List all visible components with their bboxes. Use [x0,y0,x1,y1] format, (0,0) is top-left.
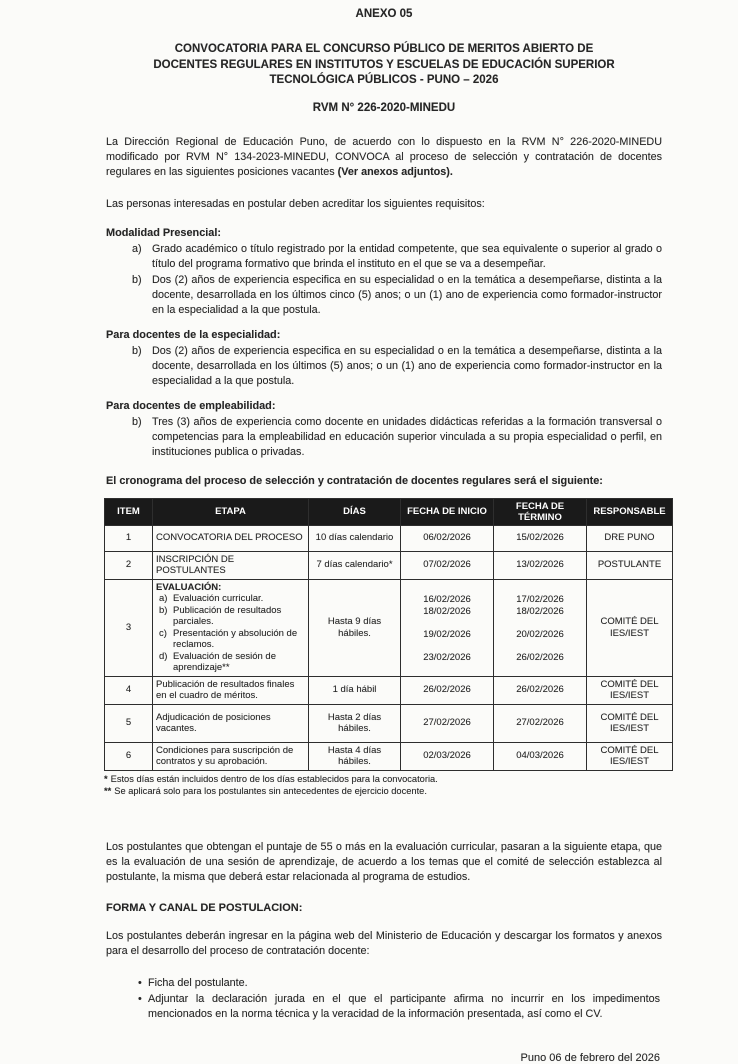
cell-etapa: Publicación de resultados finales en el cuadro de méritos. [153,676,309,704]
cell-fecha-termino-list [494,579,587,676]
item-text: Tres (3) años de experiencia como docente en unidades didácticas referidas a la formación transversal o competencias para la empleabilidad en educación superior vinculada a su propia especialidad o perfil, en instituciones publica o privadas. [152,415,662,458]
table-row [105,742,673,770]
intro-paragraph-bold: (Ver anexos adjuntos). [337,165,453,178]
cell-item: 5 [105,704,153,742]
inicio-date: 16/02/2026 [423,593,471,605]
footnote-marker: ** [104,786,112,796]
post-table-paragraph: Los postulantes que obtengan el puntaje de 55 o más en la evaluación curricular, pasaran a la siguiente etapa, que es la evaluación de una sesión de aprendizaje, de acuerdo a los temas que el comité de selección establezca al postulante, la misma que deberá estar relacionada al programa de estudios. [106,840,662,883]
cell-item: 3 [105,579,153,676]
termino-date: 17/02/2026 [516,593,564,605]
schedule-lead: El cronograma del proceso de selección y contratación de docentes regulares será el siguiente: [106,474,603,487]
subitem-label: a) [159,593,168,604]
table-footnotes [104,773,662,798]
bullet-item [106,992,662,1022]
cell-dias: 7 días calendario* [309,551,401,579]
item-label: b) [132,415,142,428]
cell-fecha-inicio: 06/02/2026 [401,525,494,551]
cell-fecha-inicio: 26/02/2026 [401,676,494,704]
section-docentes-empleabilidad [106,399,662,460]
termino-date: 26/02/2026 [516,651,564,663]
schedule-table [104,498,673,771]
cell-dias: Hasta 4 días hábiles. [309,742,401,770]
evaluacion-subitem [156,593,305,605]
cell-item: 2 [105,551,153,579]
cell-dias: Hasta 2 días hábiles. [309,704,401,742]
cell-etapa: INSCRIPCIÓN DE POSTULANTES [153,551,309,579]
cell-item: 6 [105,742,153,770]
cell-dias: 10 días calendario [309,525,401,551]
cell-responsable: DRE PUNO [587,525,673,551]
cell-dias: Hasta 9 días hábiles. [309,579,401,676]
cell-responsable: COMITÉ DEL IES/IEST [587,579,673,676]
cell-fecha-inicio: 02/03/2026 [401,742,494,770]
application-paragraph: Los postulantes deberán ingresar en la página web del Ministerio de Educación y descargar los formatos y anexos para el desarrollo del proceso de contratación docente: [106,929,662,957]
footnote [104,773,662,786]
cell-fecha-termino: 26/02/2026 [494,676,587,704]
cell-fecha-termino: 15/02/2026 [494,525,587,551]
evaluacion-title: EVALUACIÓN: [156,581,222,593]
evaluacion-subitem [156,605,305,628]
title-line-2: DOCENTES REGULARES EN INSTITUTOS Y ESCUELAS DE EDUCACIÓN SUPERIOR [153,58,615,71]
evaluacion-subitem [156,628,305,651]
cell-responsable: COMITÉ DEL IES/IEST [587,742,673,770]
cell-etapa: Condiciones para suscripción de contratos y su aprobación. [153,742,309,770]
table-row-evaluacion [105,579,673,676]
item-label: a) [132,242,142,255]
cell-fecha-inicio: 07/02/2026 [401,551,494,579]
section-heading: Para docentes de empleabilidad: [106,399,276,412]
item-text: Grado académico o título registrado por la entidad competente, que sea equivalente o superior al grado o título del programa formativo que brinda el instituto en el que se va a desempeñar. [152,242,662,270]
annex-heading: ANEXO 05 [355,8,413,20]
intro-paragraph-text: La Dirección Regional de Educación Puno, de acuerdo con lo dispuesto en la RVM N° 226-2020-MINEDU modificado por RVM N° 134-2023-MINEDU, CONVOCA al proceso de selección y contratación de docentes regulares en las siguientes posiciones vacantes [106,135,662,178]
cell-item: 4 [105,676,153,704]
requirement-item [106,242,662,272]
bullet-text: Ficha del postulante. [148,976,248,989]
requirement-item [106,415,662,460]
rvm-subtitle: RVM N° 226-2020-MINEDU [312,101,456,114]
cell-fecha-termino: 04/03/2026 [494,742,587,770]
cell-fecha-inicio: 27/02/2026 [401,704,494,742]
subitem-text: Publicación de resultados parciales. [173,604,282,627]
cell-etapa: Adjudicación de posiciones vacantes. [153,704,309,742]
header-responsable: RESPONSABLE [587,498,673,525]
cell-responsable: COMITÉ DEL IES/IEST [587,676,673,704]
table-header-row [105,498,673,525]
header-fecha-termino: FECHA DE TÉRMINO [494,498,587,525]
inicio-date: 23/02/2026 [423,651,471,663]
bullet-item [106,976,662,991]
cell-responsable: COMITÉ DEL IES/IEST [587,704,673,742]
subitem-label: c) [159,627,167,639]
footnote-text: Se aplicará solo para los postulantes sin antecedentes de ejercicio docente. [114,786,427,796]
cell-etapa: CONVOCATORIA DEL PROCESO [153,525,309,551]
header-etapa: ETAPA [153,498,309,525]
table-row [105,676,673,704]
section-modalidad-presencial [106,226,662,318]
table-row [105,551,673,579]
requirements-lead: Las personas interesadas en postular deben acreditar los siguientes requisitos: [106,197,485,210]
header-fecha-inicio: FECHA DE INICIO [401,498,494,525]
intro-paragraph [106,135,662,180]
header-dias: DÍAS [309,498,401,525]
requirement-item [106,344,662,389]
bullet-icon: • [138,992,142,1005]
cell-fecha-termino: 27/02/2026 [494,704,587,742]
termino-date: 18/02/2026 [516,605,564,617]
subitem-text: Evaluación de sesión de aprendizaje** [173,650,276,673]
header-item: ITEM [105,498,153,525]
item-text: Dos (2) años de experiencia especifica en su especialidad o en la temática a desempeñarse, distinta a la docente, desarrollada en los últimos (5) anos; o un (1) ano de experiencia como formador-instructor en la especialidad a la que postula. [152,344,662,387]
item-text: Dos (2) años de experiencia especifica en su especialidad o en la temática a desempeñarse, distinta a la docente, desarrollada en los últimos cinco (5) anos; o un (1) ano de experiencia como formador-instructor en la especialidad a la que postula. [152,273,662,316]
inicio-date: 18/02/2026 [423,605,471,617]
evaluacion-subitem [156,651,305,674]
subitem-text: Evaluación curricular. [173,593,264,604]
cell-fecha-termino: 13/02/2026 [494,551,587,579]
cell-item: 1 [105,525,153,551]
section-heading: Modalidad Presencial: [106,226,221,239]
termino-date: 20/02/2026 [516,628,564,640]
title-line-3: TECNOLÓGICA PÚBLICOS - PUNO – 2026 [269,74,499,86]
requirement-item [106,273,662,318]
cell-responsable: POSTULANTE [587,551,673,579]
application-heading: FORMA Y CANAL DE POSTULACION: [106,901,303,914]
section-docentes-especialidad [106,328,662,389]
title-line-1: CONVOCATORIA PARA EL CONCURSO PÚBLICO DE MERITOS ABIERTO DE [174,43,594,55]
footnote-text: Estos días están incluidos dentro de los días establecidos para la convocatoria. [110,773,438,784]
cell-fecha-inicio-list [401,579,494,676]
document-title [106,42,662,89]
subitem-text: Presentación y absolución de reclamos. [173,627,298,650]
cell-etapa-evaluacion [153,579,309,676]
inicio-date: 19/02/2026 [423,628,471,640]
table-row [105,525,673,551]
footnote-marker: * [104,773,108,784]
subitem-label: b) [159,604,168,616]
footnote [104,785,662,798]
subitem-label: d) [159,650,168,662]
bullet-text: Adjuntar la declaración jurada en el que el participante afirma no incurrir en los impedimentos mencionados en la norma técnica y la veracidad de la información presentada, así como el CV. [148,992,660,1020]
section-heading: Para docentes de la especialidad: [106,328,281,341]
cell-dias: 1 día hábil [309,676,401,704]
table-row [105,704,673,742]
item-label: b) [132,273,142,286]
bullet-icon: • [138,976,142,989]
footer-date: Puno 06 de febrero del 2026 [520,1051,660,1064]
item-label: b) [132,344,142,357]
